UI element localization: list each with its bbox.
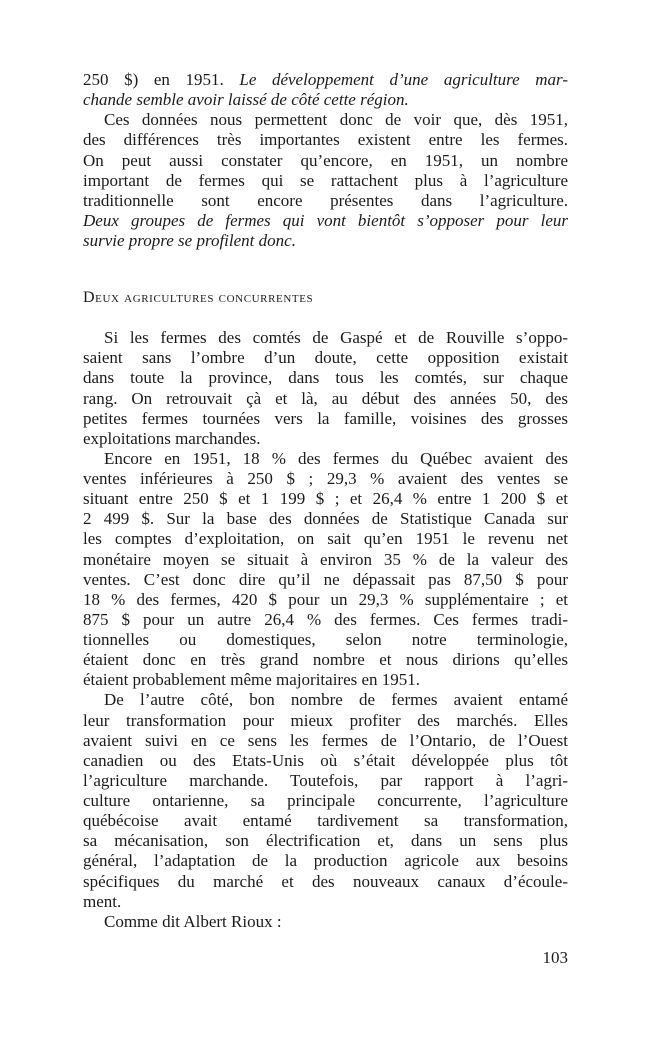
text-segment: 250 $) en 1951. [83,70,240,89]
text-line [83,529,568,549]
text-line [83,711,568,731]
text-segment: l’agriculture marchande. Toutefois, par rapport à l’agri- [83,770,568,790]
text-segment: 18 % des fermes, 420 $ pour un 29,3 % supplémentaire ; et [83,589,568,609]
italic-text: survie propre se profilent donc. [83,231,296,250]
text-segment: Ces données nous permettent donc de voir que, dès 1951, [104,110,568,130]
text-line [83,630,568,650]
paragraph [83,449,568,691]
text-line [83,650,568,670]
text-line [83,171,568,191]
text-segment: culture ontarienne, sa principale concurrente, l’agriculture [83,791,568,810]
text-line [83,831,568,851]
text-segment: des différences très importantes existent entre les fermes. [83,130,568,150]
text-line [83,449,568,469]
text-segment: général, l’adaptation de la production agricole aux besoins [83,851,568,871]
text-segment: dans toute la province, dans tous les comtés, sur chaque [83,368,568,388]
text-line [83,791,568,811]
text-segment: canadien ou des Etats-Unis où s’était développée plus tôt [83,750,568,770]
text-segment: petites fermes tournées vers la famille, voisines des grosses [83,408,568,428]
text-segment: avaient suivi en ce sens les fermes de l’Ontario, de l’Ouest [83,730,568,750]
italic-text: Deux groupes de fermes qui vont bientôt s’opposer pour leur [83,210,568,230]
text-segment: De l’autre côté, bon nombre de fermes avaient entamé [104,690,568,710]
text-line [83,811,568,831]
text-segment: On peut aussi constater qu’encore, en 1951, un nombre [83,150,568,170]
text-line [83,489,568,509]
paragraph [83,912,568,932]
text-line [83,509,568,529]
text-line [83,610,568,630]
text-line [83,389,568,409]
text-line [83,429,568,449]
text-line [83,130,568,150]
paragraph [83,690,568,911]
text-segment: situant entre 250 $ et 1 199 $ ; et 26,4 % entre 1 200 $ et [83,489,568,509]
text-segment: 2 499 $. Sur la base des données de Statistique Canada sur [83,509,568,529]
paragraph [83,110,568,251]
text-segment: ventes inférieures à 250 $ ; 29,3 % avaient des ventes se [83,469,568,488]
text-line [83,690,568,710]
text-segment: 875 $ pour un autre 26,4 % des fermes. Ces fermes tradi- [83,609,568,629]
text-segment: Comme dit Albert Rioux : [104,911,282,931]
text-line [83,70,568,90]
text-line [83,110,568,130]
text-segment: les comptes d’exploitation, on sait qu’en 1951 le revenu net [83,529,568,549]
text-line [83,590,568,610]
text-line [83,191,568,211]
text-segment: leur transformation pour mieux profiter des marchés. Elles [83,710,568,730]
text-line [83,151,568,171]
text-segment: exploitations marchandes. [83,428,261,448]
text-line [83,751,568,771]
text-segment: Encore en 1951, 18 % des fermes du Québec avaient des [104,448,568,468]
text-line [83,368,568,388]
text-line [83,892,568,912]
text-segment: ment. [83,891,122,911]
text-segment: québécoise avait entamé tardivement sa transformation, [83,811,568,831]
text-line [83,570,568,590]
text-segment: saient sans l’ombre d’un doute, cette opposition existait [83,348,568,368]
text-line [83,348,568,368]
section-heading: Deux agricultures concurrentes [83,289,314,307]
text-line [83,469,568,489]
text-line [83,90,568,110]
text-segment: spécifiques du marché et des nouveaux canaux d’écoule- [83,871,568,891]
document-page [83,70,568,932]
text-line [83,550,568,570]
italic-text: Le développement d’une agriculture mar- [239,70,568,89]
text-line [83,851,568,871]
text-segment: ventes. C’est donc dire qu’il ne dépassait pas 87,50 $ pour [83,569,568,589]
text-line [83,731,568,751]
text-segment: traditionnelle sont encore présentes dans l’agriculture. [83,190,568,210]
text-segment: étaient probablement même majoritaires en 1951. [83,670,421,690]
text-line [83,912,568,932]
text-segment: important de fermes qui se rattachent plus à l’agriculture [83,170,568,190]
text-line [83,231,568,251]
text-segment: étaient donc en très grand nombre et nous dirions qu’elles [83,650,568,670]
text-segment: monétaire moyen se situait à environ 35 % de la valeur des [83,549,568,569]
paragraph [83,70,568,110]
italic-text: chande semble avoir laissé de côté cette région. [83,90,409,110]
page-number: 103 [542,948,568,967]
paragraph [83,328,568,449]
text-segment: tionnelles ou domestiques, selon notre terminologie, [83,630,568,649]
text-line [83,328,568,348]
text-segment: Si les fermes des comtés de Gaspé et de Rouville s’oppo- [104,328,568,348]
text-line [83,211,568,231]
text-line [83,771,568,791]
text-segment: rang. On retrouvait çà et là, au début des années 50, des [83,388,568,408]
text-segment: sa mécanisation, son électrification et, dans un sens plus [83,831,568,851]
text-line [83,872,568,892]
text-line [83,670,568,690]
text-line [83,409,568,429]
